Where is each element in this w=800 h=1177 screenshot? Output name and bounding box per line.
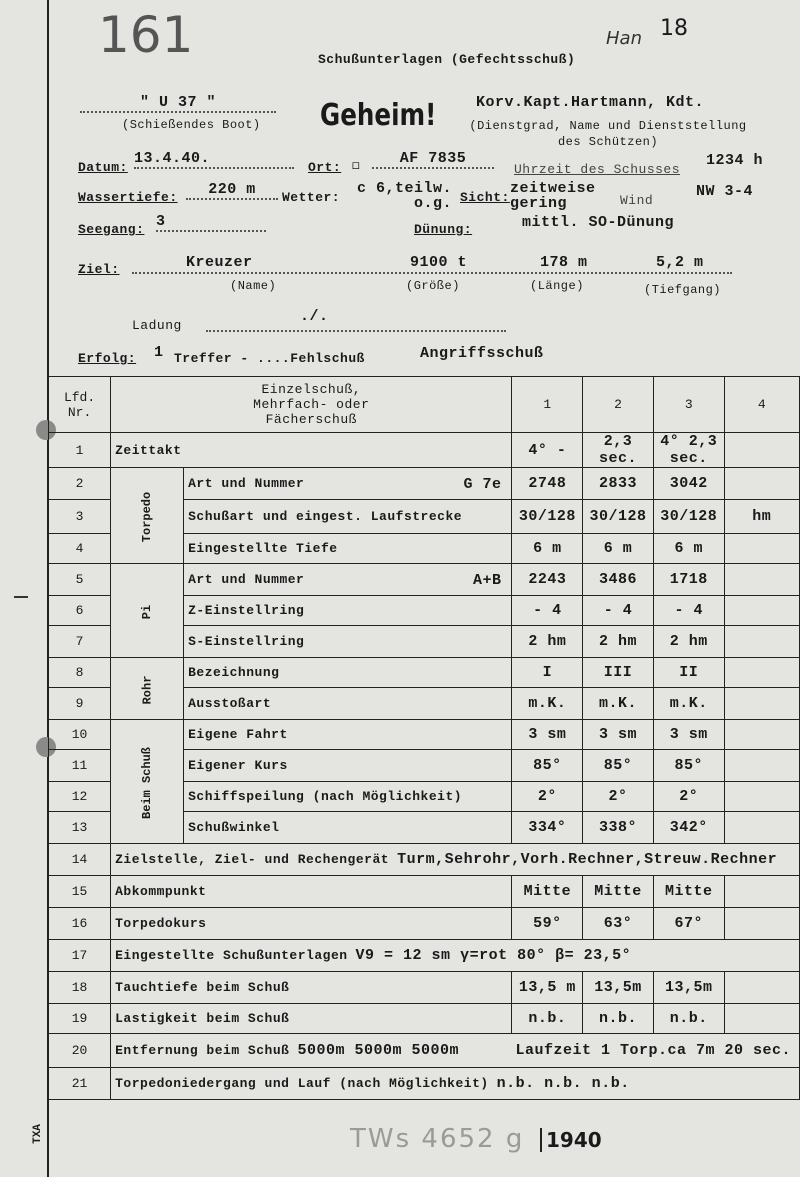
- archive-number: 161: [98, 6, 194, 64]
- cell-shot-4: [724, 812, 799, 844]
- visibility-value: zeitweise gering: [510, 180, 596, 212]
- cell-shot-1: 59°: [512, 908, 583, 940]
- header-col-3: 3: [653, 377, 724, 433]
- target-size: 9100 t: [410, 254, 468, 271]
- swell-label: Dünung:: [414, 222, 473, 237]
- row-number: 11: [49, 750, 111, 782]
- cell-shot-2: III: [583, 658, 654, 688]
- row-entry: 5000m 5000m 5000m: [297, 1042, 459, 1059]
- cell-shot-2: m.K.: [583, 688, 654, 720]
- cell-shot-3: 4° 2,3 sec.: [653, 433, 724, 468]
- row-label-text: Torpedokurs: [115, 916, 207, 931]
- cell-shot-4: [724, 468, 799, 500]
- row-number: 13: [49, 812, 111, 844]
- target-size-caption: (Größe): [406, 279, 460, 293]
- date-label: Datum:: [78, 160, 128, 175]
- wind-value: NW 3-4: [696, 183, 754, 200]
- cell-shot-2: 2833: [583, 468, 654, 500]
- row-label-text: Art und Nummer: [188, 572, 305, 587]
- table-row: [49, 658, 800, 688]
- cell-shot-4: [724, 782, 799, 812]
- group-label-text: Rohr: [140, 675, 155, 704]
- row-label-text: Schußart und eingest. Laufstrecke: [188, 509, 463, 524]
- cell-shot-4: [724, 688, 799, 720]
- row-label: [111, 433, 512, 468]
- sea-label: Seegang:: [78, 222, 145, 237]
- cell-shot-3: 2°: [653, 782, 724, 812]
- row-label: [184, 500, 512, 534]
- table-row: [49, 940, 800, 972]
- cell-shot-4: [724, 433, 799, 468]
- row-label-text: Z-Einstellring: [188, 603, 305, 618]
- result-text: Treffer - ....Fehlschuß: [174, 351, 365, 366]
- row-label-text: Ausstoßart: [188, 696, 272, 711]
- cargo-value: ./.: [300, 308, 329, 325]
- row-extra: A+B: [472, 572, 502, 589]
- cell-shot-3: 85°: [653, 750, 724, 782]
- target-draft: 5,2 m: [656, 254, 704, 271]
- commander-value: Korv.Kapt.Hartmann, Kdt.: [476, 94, 705, 111]
- cell-shot-1: 2°: [512, 782, 583, 812]
- cell-shot-2: 2 hm: [583, 626, 654, 658]
- cell-shot-2: 63°: [583, 908, 654, 940]
- cell-shot-2: 2,3 sec.: [583, 433, 654, 468]
- cell-shot-4: hm: [724, 500, 799, 534]
- target-label: Ziel:: [78, 262, 120, 277]
- initials: Han: [606, 28, 642, 49]
- boat-value: " U 37 ": [80, 94, 276, 113]
- cargo-dotted-line: [206, 316, 506, 332]
- cell-shot-3: 30/128: [653, 500, 724, 534]
- cell-shot-4: [724, 534, 799, 564]
- header-lfd: Lfd. Nr.: [49, 377, 111, 433]
- row-label-text: Art und Nummer: [188, 476, 305, 491]
- cell-shot-1: 6 m: [512, 534, 583, 564]
- cell-shot-3: 67°: [653, 908, 724, 940]
- row-label-text: Tauchtiefe beim Schuß: [115, 980, 290, 995]
- row-label: [184, 688, 512, 720]
- table-row: [49, 564, 800, 596]
- cell-shot-2: 2°: [583, 782, 654, 812]
- cell-shot-2: Mitte: [583, 876, 654, 908]
- cell-shot-1: n.b.: [512, 1004, 583, 1034]
- row-label: [184, 720, 512, 750]
- year-stamp: 1940: [540, 1128, 602, 1152]
- cell-shot-2: 13,5m: [583, 972, 654, 1004]
- weather-value: c 6,teilw. o.g.: [356, 180, 452, 212]
- group-label-rohr: [111, 658, 184, 720]
- cell-shot-4: [724, 720, 799, 750]
- row-label: Eingestellte Schußunterlagen: [115, 948, 348, 963]
- target-draft-caption: (Tiefgang): [644, 283, 722, 297]
- cell-shot-1: 2 hm: [512, 626, 583, 658]
- form-title: Schußunterlagen (Gefechtsschuß): [318, 52, 576, 67]
- table-row: [49, 720, 800, 750]
- cell-shot-3: 3042: [653, 468, 724, 500]
- row-label: [184, 750, 512, 782]
- row-number: 5: [49, 564, 111, 596]
- row-label: Torpedoniedergang und Lauf (nach Möglichkeit): [115, 1076, 489, 1091]
- row-label: [184, 812, 512, 844]
- row-number: 3: [49, 500, 111, 534]
- margin-mark: TXA: [31, 1124, 44, 1144]
- group-label-text: Pi: [140, 604, 155, 619]
- row-number: 2: [49, 468, 111, 500]
- row-label-text: Eigener Kurs: [188, 758, 288, 773]
- row-number: 21: [49, 1068, 111, 1100]
- cell-shot-4: [724, 908, 799, 940]
- cell-shot-4: [724, 596, 799, 626]
- cell-shot-4: [724, 750, 799, 782]
- row-number: 16: [49, 908, 111, 940]
- weather-label: Wetter:: [282, 190, 341, 205]
- table-row: [49, 433, 800, 468]
- commander-caption: (Dienstgrad, Name und Dienststellung des Schützen): [469, 119, 747, 149]
- grid-square-icon: ◻: [352, 158, 361, 173]
- result-label: Erfolg:: [78, 351, 137, 366]
- cell-shot-3: 1718: [653, 564, 724, 596]
- row-label-text: S-Einstellring: [188, 634, 305, 649]
- row-label-text: Zeittakt: [115, 442, 182, 458]
- row-label-text: Schiffspeilung (nach Möglichkeit): [188, 789, 463, 804]
- row-label: Entfernung beim Schuß: [115, 1043, 290, 1058]
- row-label-wide: [111, 844, 800, 876]
- header-col-2: 2: [583, 377, 654, 433]
- page-number: 18: [660, 16, 688, 41]
- cell-shot-4: [724, 1004, 799, 1034]
- time-label: Uhrzeit des Schusses: [514, 162, 681, 177]
- depth-value: 220 m: [186, 181, 278, 200]
- row-number: 17: [49, 940, 111, 972]
- row-label: [184, 596, 512, 626]
- row-label: [111, 972, 512, 1004]
- cell-shot-3: 6 m: [653, 534, 724, 564]
- group-label-text: Torpedo: [140, 491, 155, 542]
- table-row: [49, 972, 800, 1004]
- cell-shot-1: m.K.: [512, 688, 583, 720]
- cell-shot-1: 13,5 m: [512, 972, 583, 1004]
- place-label: Ort:: [308, 160, 342, 175]
- row-entry: Turm,Sehrohr,Vorh.Rechner,Streuw.Rechner: [397, 851, 778, 868]
- result-hits: 1: [154, 344, 164, 361]
- group-label-torpedo: [111, 468, 184, 564]
- sea-value: 3: [156, 213, 266, 232]
- row-label-text: Eingestellte Tiefe: [188, 541, 338, 556]
- row-number: 1: [49, 433, 111, 468]
- table-row: [49, 844, 800, 876]
- cell-shot-3: n.b.: [653, 1004, 724, 1034]
- row-number: 10: [49, 720, 111, 750]
- cell-shot-4: [724, 564, 799, 596]
- row-entry: n.b. n.b. n.b.: [496, 1075, 630, 1092]
- row-number: 6: [49, 596, 111, 626]
- row-label-text: Lastigkeit beim Schuß: [115, 1011, 290, 1026]
- target-length-caption: (Länge): [530, 279, 584, 293]
- row-label: Zielstelle, Ziel- und Rechengerät: [115, 852, 390, 867]
- row-label: [184, 658, 512, 688]
- result-note: Angriffsschuß: [420, 345, 544, 362]
- boat-caption: (Schießendes Boot): [122, 118, 261, 132]
- cell-shot-3: m.K.: [653, 688, 724, 720]
- cell-shot-3: - 4: [653, 596, 724, 626]
- row-label: [184, 782, 512, 812]
- table-row: [49, 468, 800, 500]
- row-label: [184, 626, 512, 658]
- cell-shot-1: 4° -: [512, 433, 583, 468]
- visibility-label: Sicht:: [460, 190, 510, 205]
- cell-shot-1: 3 sm: [512, 720, 583, 750]
- cell-shot-3: II: [653, 658, 724, 688]
- swell-value: mittl. SO-Dünung: [522, 214, 675, 231]
- row-number: 18: [49, 972, 111, 1004]
- row-note: Laufzeit 1 Torp.ca 7m 20 sec.: [515, 1042, 791, 1059]
- cell-shot-1: 334°: [512, 812, 583, 844]
- cell-shot-1: 2243: [512, 564, 583, 596]
- cell-shot-4: [724, 658, 799, 688]
- fold-mark: [14, 596, 28, 598]
- cell-shot-1: 30/128: [512, 500, 583, 534]
- header-col-1: 1: [512, 377, 583, 433]
- cell-shot-2: 3486: [583, 564, 654, 596]
- row-number: 15: [49, 876, 111, 908]
- date-value: 13.4.40.: [134, 150, 294, 169]
- row-label: [111, 908, 512, 940]
- archive-stamp: TWs 4652 g: [350, 1124, 525, 1154]
- cell-shot-3: 3 sm: [653, 720, 724, 750]
- cell-shot-3: 13,5m: [653, 972, 724, 1004]
- row-label-text: Abkommpunkt: [115, 884, 207, 899]
- cell-shot-4: [724, 876, 799, 908]
- cell-shot-2: 3 sm: [583, 720, 654, 750]
- table-row: [49, 1068, 800, 1100]
- header-col-4: 4: [724, 377, 799, 433]
- group-label-text: Beim Schuß: [140, 746, 155, 819]
- cell-shot-3: Mitte: [653, 876, 724, 908]
- row-number: 12: [49, 782, 111, 812]
- table-row: [49, 1034, 800, 1068]
- row-label: [111, 1004, 512, 1034]
- cell-shot-2: n.b.: [583, 1004, 654, 1034]
- row-number: 14: [49, 844, 111, 876]
- cell-shot-1: 2748: [512, 468, 583, 500]
- cell-shot-1: Mitte: [512, 876, 583, 908]
- wind-label: Wind: [620, 193, 654, 208]
- header-title: Einzelschuß, Mehrfach- oder Fächerschuß: [111, 377, 512, 433]
- row-number: 9: [49, 688, 111, 720]
- row-entry: V9 = 12 sm γ=rot 80° β= 23,5°: [355, 947, 632, 964]
- firing-data-table: [48, 376, 800, 1100]
- row-number: 8: [49, 658, 111, 688]
- row-extra: G 7e: [463, 476, 502, 493]
- cell-shot-4: [724, 972, 799, 1004]
- depth-label: Wassertiefe:: [78, 190, 178, 205]
- group-label-beim_schuss: [111, 720, 184, 844]
- row-label: [184, 468, 512, 500]
- target-length: 178 m: [540, 254, 588, 271]
- table-row: [49, 1004, 800, 1034]
- row-number: 19: [49, 1004, 111, 1034]
- row-label-wide: [111, 1034, 800, 1068]
- place-value: AF 7835: [372, 150, 494, 169]
- row-label-text: Eigene Fahrt: [188, 727, 288, 742]
- cell-shot-2: 30/128: [583, 500, 654, 534]
- table-row: [49, 876, 800, 908]
- row-number: 4: [49, 534, 111, 564]
- cell-shot-2: 85°: [583, 750, 654, 782]
- row-label-wide: [111, 1068, 800, 1100]
- cell-shot-2: 338°: [583, 812, 654, 844]
- cell-shot-2: 6 m: [583, 534, 654, 564]
- cell-shot-3: 342°: [653, 812, 724, 844]
- target-name-caption: (Name): [230, 279, 277, 293]
- row-label-wide: [111, 940, 800, 972]
- cell-shot-1: 85°: [512, 750, 583, 782]
- row-label: [184, 534, 512, 564]
- classification-stamp: Geheim!: [320, 98, 437, 133]
- cell-shot-1: - 4: [512, 596, 583, 626]
- row-number: 7: [49, 626, 111, 658]
- row-label-text: Schußwinkel: [188, 820, 280, 835]
- row-label: [111, 876, 512, 908]
- table-row: [49, 908, 800, 940]
- cell-shot-1: I: [512, 658, 583, 688]
- row-label: [184, 564, 512, 596]
- row-label-text: Bezeichnung: [188, 665, 280, 680]
- cell-shot-4: [724, 626, 799, 658]
- table-header-row: [49, 377, 800, 433]
- time-value: 1234 h: [706, 152, 764, 169]
- group-label-pi: [111, 564, 184, 658]
- row-number: 20: [49, 1034, 111, 1068]
- cell-shot-3: 2 hm: [653, 626, 724, 658]
- target-name: Kreuzer: [186, 254, 253, 271]
- cell-shot-2: - 4: [583, 596, 654, 626]
- cargo-label: Ladung: [132, 318, 182, 333]
